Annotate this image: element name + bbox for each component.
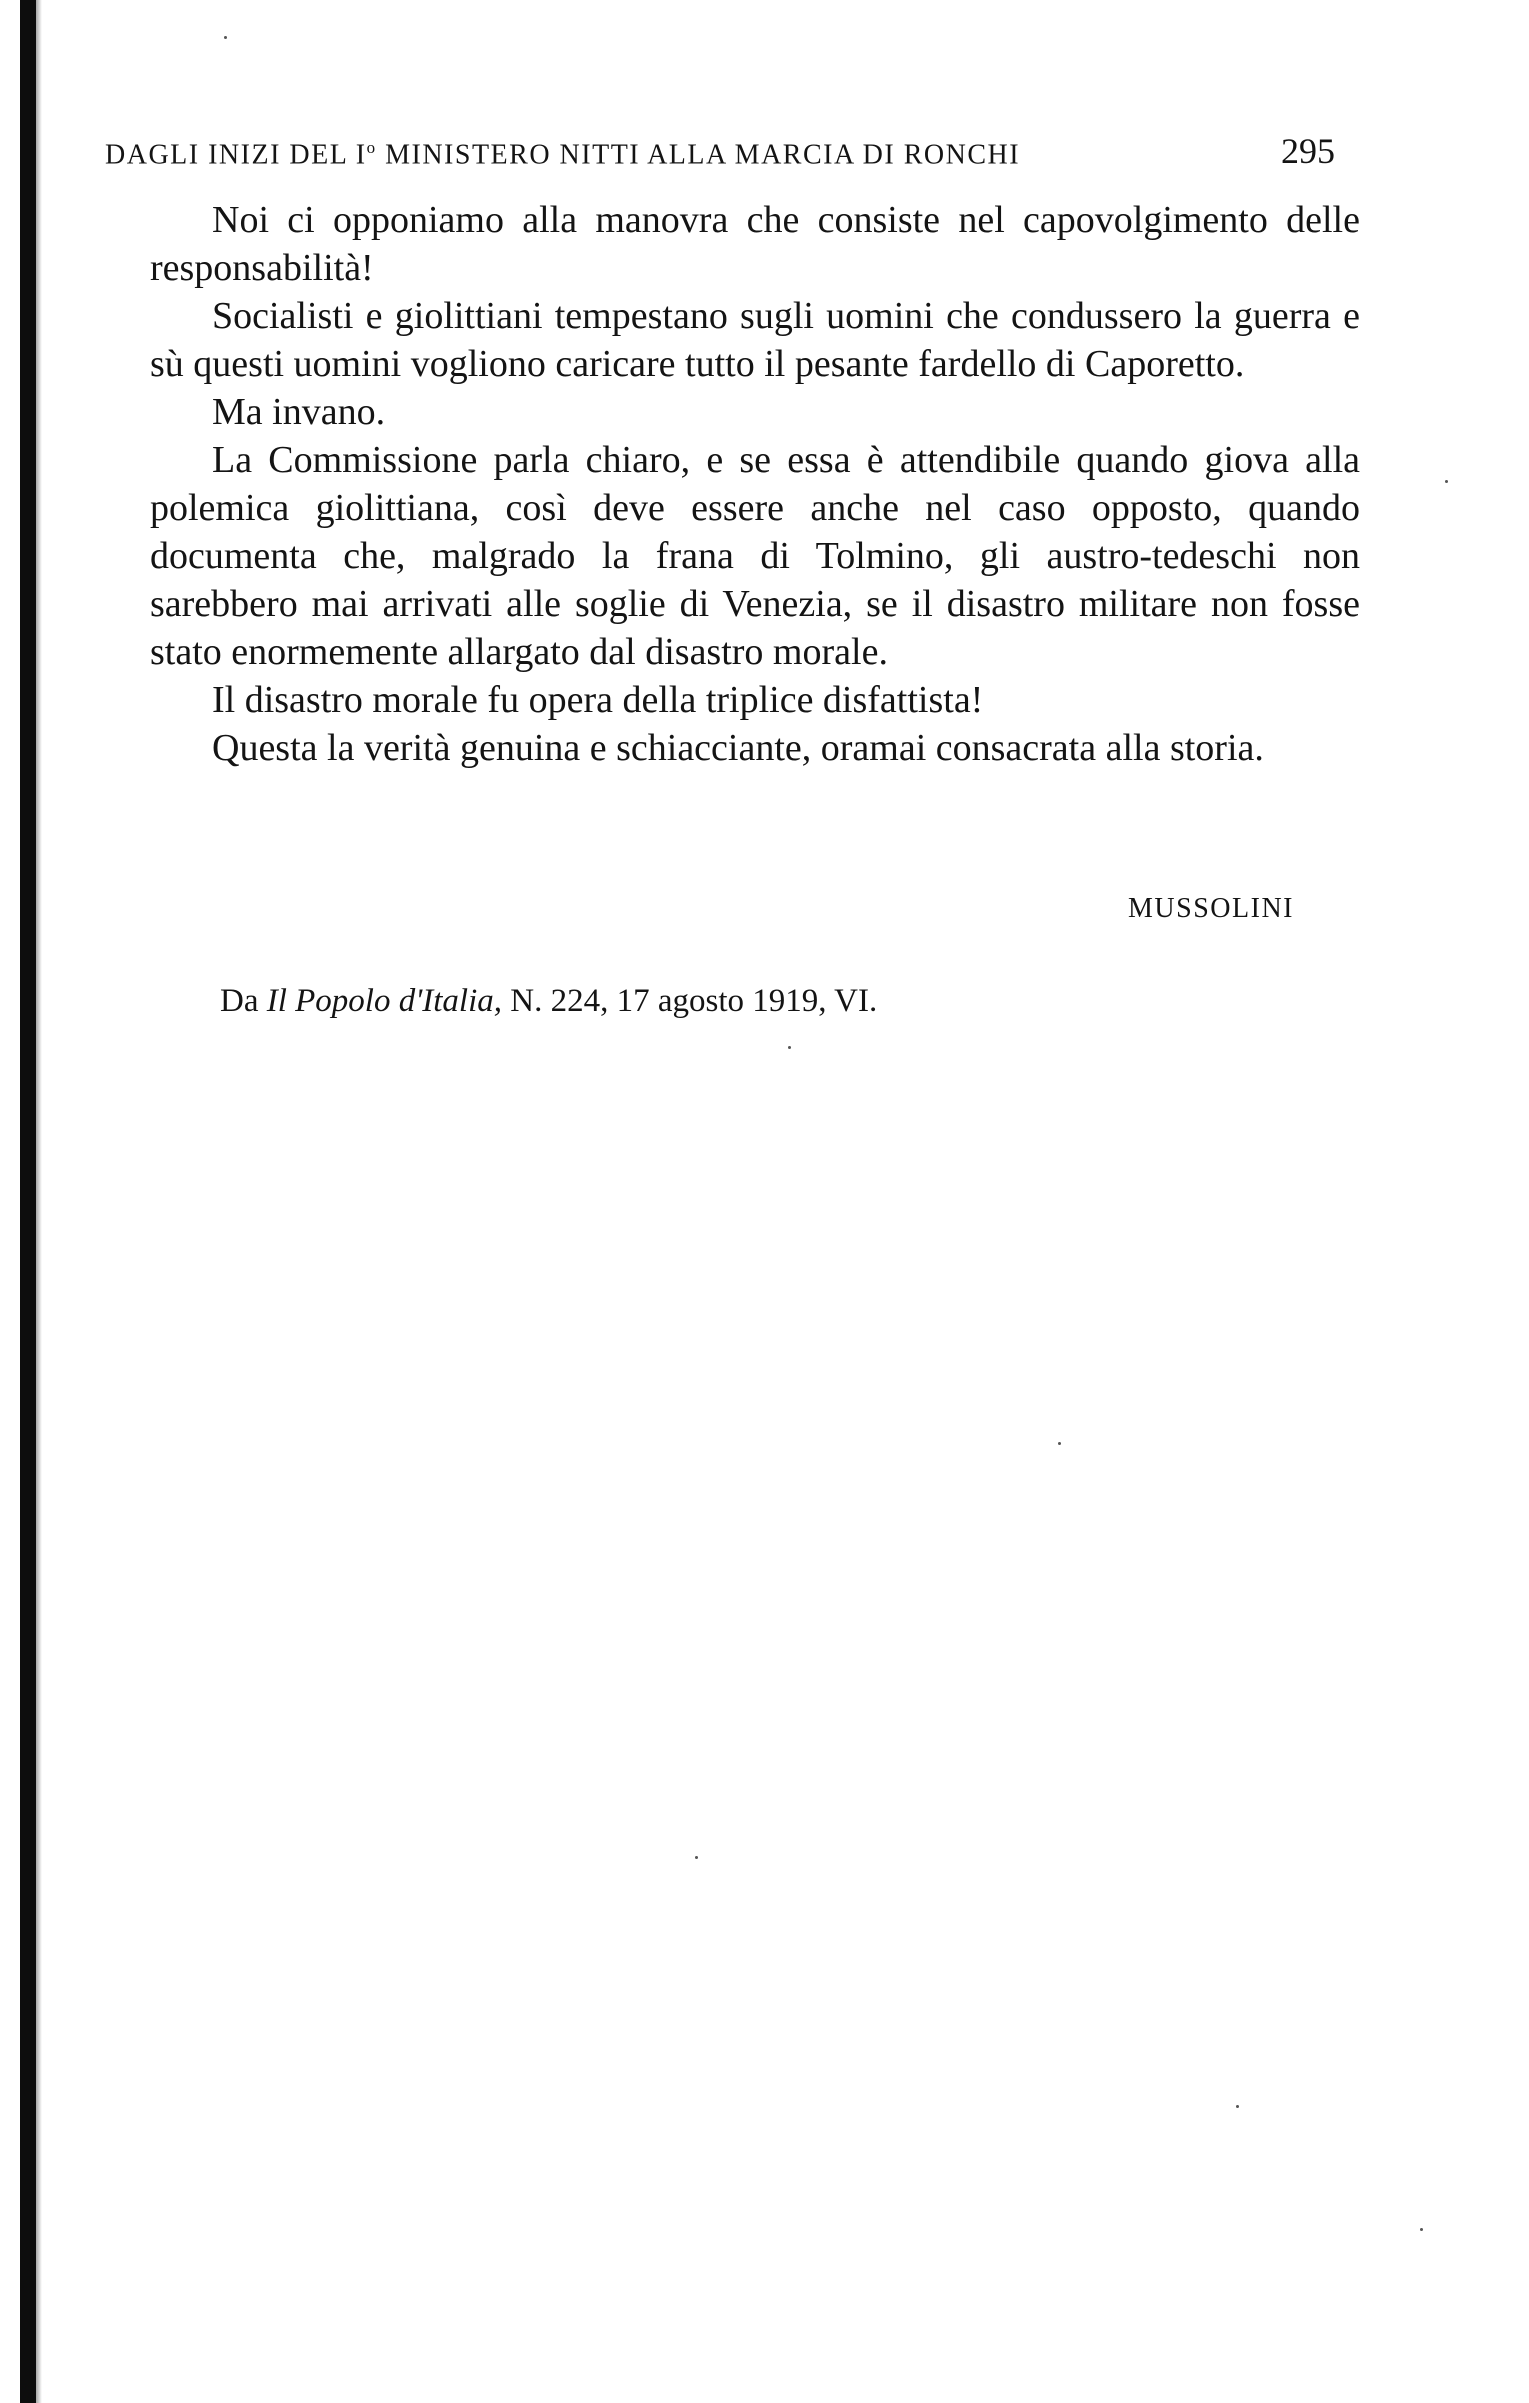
running-title [105,138,1020,171]
publication-title: Il Popolo d'Italia, [266,983,503,1019]
scan-speck [224,36,227,39]
running-title-end: MINISTERO NITTI ALLA MARCIA DI RONCHI [376,139,1021,170]
scan-speck [695,1856,698,1859]
paragraph: Il disastro morale fu opera della triplice disfattista! [212,679,984,721]
source-details: N. 224, 17 agosto 1919, VI. [502,983,878,1019]
paragraph: Socialisti e giolittiani tempestano sugli uomini che condussero la guerra e sù questi uomini vogliono caricare tutto il pesante fardello di Caporetto. [150,295,1360,385]
scan-speck [1445,480,1448,483]
scan-speck [788,1046,791,1049]
paragraph: Questa la verità genuina e schiacciante, oramai consacrata alla storia. [212,727,1264,769]
paragraph: Ma invano. [212,391,386,433]
scan-speck [1058,1442,1061,1445]
running-header [105,130,1335,172]
article-body [150,196,1360,772]
page-number: 295 [1281,131,1335,171]
running-title-superscript: o [366,137,377,157]
scan-speck [1236,2105,1239,2108]
running-title-start: DAGLI INIZI DEL I [105,139,367,170]
source-prefix: Da [220,983,267,1019]
scan-speck [1420,2228,1423,2231]
paragraph: Noi ci opponiamo alla manovra che consiste nel capovolgimento delle responsabilità! [150,199,1360,289]
author-signature: MUSSOLINI [1128,893,1294,924]
page-binding-shadow [36,0,42,2403]
source-citation [220,983,877,1020]
page-binding-edge [20,0,36,2403]
paragraph: La Commissione parla chiaro, e se essa è attendibile quando giova alla polemica giolittiana, così deve essere anche nel caso opposto, quando documenta che, malgrado la frana di Tolmino, gli austro-tedeschi non sarebbero mai arrivati alle soglie di Venezia, se il disastro militare non fosse stato enormemente allargato dal disastro morale. [150,439,1360,673]
